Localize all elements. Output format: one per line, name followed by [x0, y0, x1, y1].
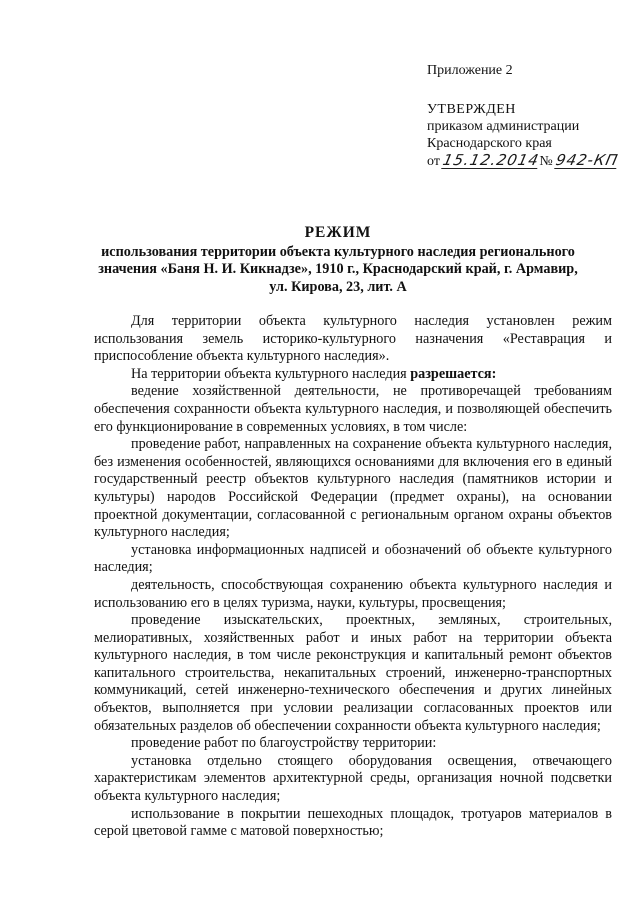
number-sign: № [539, 154, 553, 169]
paragraph-4: проведение работ, направленных на сохранение объекта культурного наследия, без изменения особенностей, являющихся основаниями для включения его в единый государственный реестр объектов культурного наследия (памятников истории и культуры) народов Российской Федерации (предмет охраны), на основании проектной документации, согласованной с региональным органом охраны объектов культурного наследия; [94, 436, 612, 541]
date-number-line [427, 151, 621, 170]
order-line-2: Краснодарского края [427, 136, 552, 151]
paragraph-5: установка информационных надписей и обозначений об объекте культурного наследия; [94, 541, 612, 576]
from-prefix: от [427, 154, 440, 169]
document-body [94, 313, 612, 841]
title-line-3: ул. Кирова, 23, лит. А [269, 278, 407, 295]
paragraph-2-text: На территории объекта культурного наследия [131, 365, 411, 382]
paragraph-3: ведение хозяйственной деятельности, не противоречащей требованиям обеспечения сохранности объекта культурного наследия, и позволяющей обеспечить его функционирование в современных условиях, в том числе: [94, 383, 612, 435]
order-line-1: приказом администрации [427, 119, 580, 134]
paragraph-2-bold: разрешается: [410, 365, 497, 382]
title-line-2: значения «Баня Н. И. Кикнадзе», 1910 г., Краснодарский край, г. Армавир, [98, 261, 578, 277]
handwritten-number: 942-КП [554, 151, 621, 169]
paragraph-9: установка отдельно стоящего оборудования освещения, отвечающего характеристикам элементов архитектурной среды, организация ночной подсветки объекта культурного наследия; [94, 752, 612, 805]
paragraph-10: использование в покрытии пешеходных площадок, тротуаров материалов в серой цветовой гамме с матовой поверхностью; [94, 805, 612, 840]
paragraph-2 [94, 366, 612, 384]
title-heading: РЕЖИМ [304, 224, 372, 241]
approval-block [427, 62, 621, 170]
paragraph-8: проведение работ по благоустройству территории: [131, 735, 437, 752]
paragraph-7: проведение изыскательских, проектных, земляных, строительных, мелиоративных, хозяйственных работ и иных работ на территории объекта культурного наследия, в том числе реконструкция и капитальный ремонт объектов капитального строительства, некапитальных строений, инженерно-транспортных коммуникаций, сетей инженерно-технического обеспечения и других линейных объектов, выполняется при условии реализации согласованных проектов или обязательных разделов об обеспечении сохранности объекта культурного наследия; [94, 612, 612, 734]
document-title [88, 224, 588, 296]
title-line-1: использования территории объекта культурного наследия регионального [101, 243, 575, 260]
approved-label: УТВЕРЖДЕН [427, 102, 516, 117]
paragraph-1: Для территории объекта культурного наследия установлен режим использования земель историко-культурного назначения «Реставрация и приспособление объекта культурного наследия». [94, 313, 612, 365]
handwritten-date: 15.12.2014 [441, 151, 542, 169]
paragraph-6: деятельность, способствующая сохранению объекта культурного наследия и использованию его в целях туризма, науки, культуры, просвещения; [94, 576, 612, 611]
appendix-label: Приложение 2 [427, 63, 513, 78]
